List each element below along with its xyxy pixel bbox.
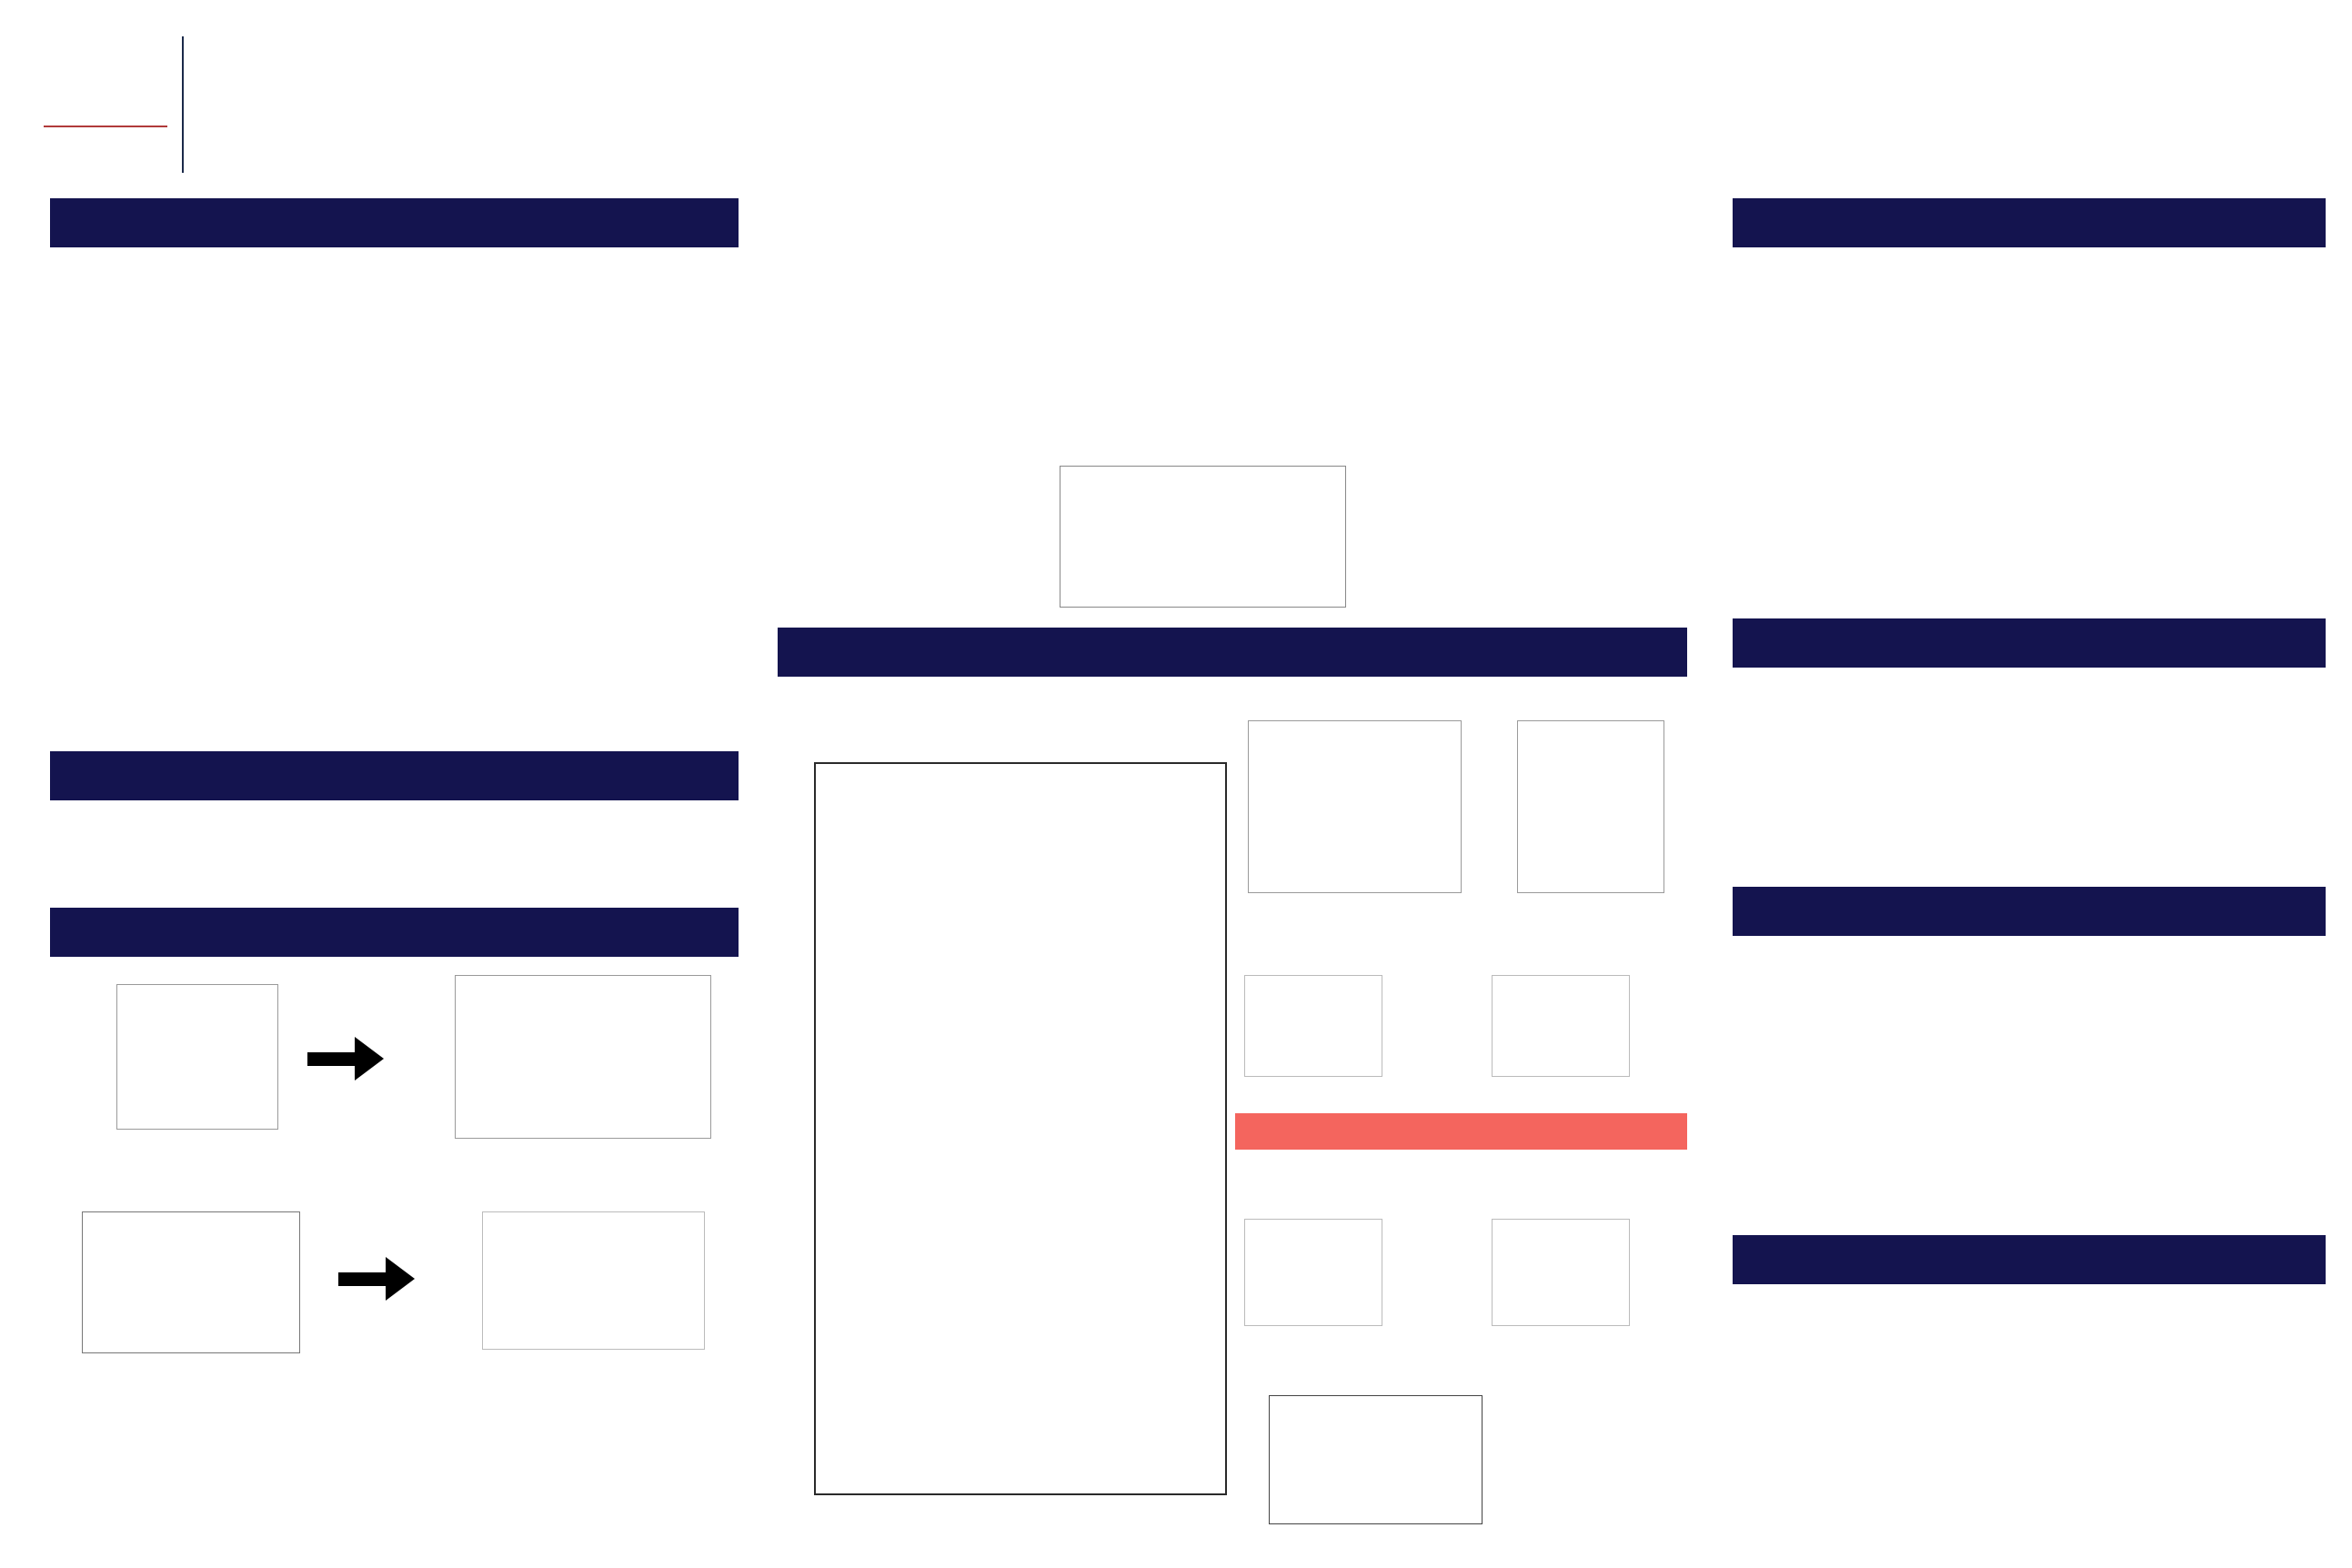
section-header-conclusion: [1733, 887, 2326, 936]
tonometry-pulse-cluster-1: [1244, 1219, 1382, 1326]
kmeans-sd-plot: [1248, 720, 1462, 893]
tonometry-trace-figure: [366, 611, 719, 740]
section-header-results: [778, 628, 1687, 677]
baseline-arrow: [307, 1037, 384, 1081]
baseline-before-plot: [116, 984, 278, 1130]
simulated-pulse-figure: [82, 628, 309, 746]
section-header-introduction: [50, 198, 739, 247]
stanford-logo-icon: [1957, 15, 2059, 116]
section-header-references: [1733, 1235, 2326, 1284]
linear-regression-scatter: [800, 453, 1037, 613]
equalizing-arrow: [338, 1257, 415, 1301]
section-header-methods: [50, 908, 739, 957]
cnn-architecture-figure: [1362, 429, 1689, 611]
mae-bar-chart: [814, 762, 1227, 1495]
baseline-after-plot: [455, 975, 711, 1139]
vs-divider: [1235, 1113, 1687, 1150]
linear-scaling-after-plot: [482, 1211, 705, 1350]
section-header-goal: [50, 751, 739, 800]
cluster-knn-mea-plot: [1269, 1395, 1483, 1524]
linear-scaling-before-plot: [82, 1211, 300, 1353]
simulated-pulse-cluster-1: [1244, 975, 1382, 1077]
howard-rule: [44, 126, 167, 127]
logo-divider: [182, 36, 184, 173]
kmeans-groupsize-plot: [1517, 720, 1664, 893]
knn-pulse-groups-figure: [1060, 466, 1346, 608]
section-header-discussion: [1733, 198, 2326, 247]
simulated-pulse-cluster-2: [1492, 975, 1630, 1077]
section-header-future-work: [1733, 618, 2326, 668]
howard-wordmark: [36, 124, 175, 129]
howard-logo-icon: [80, 18, 124, 120]
tonometry-pulse-cluster-2: [1492, 1219, 1630, 1326]
tonometer-device-figure: [338, 451, 729, 606]
